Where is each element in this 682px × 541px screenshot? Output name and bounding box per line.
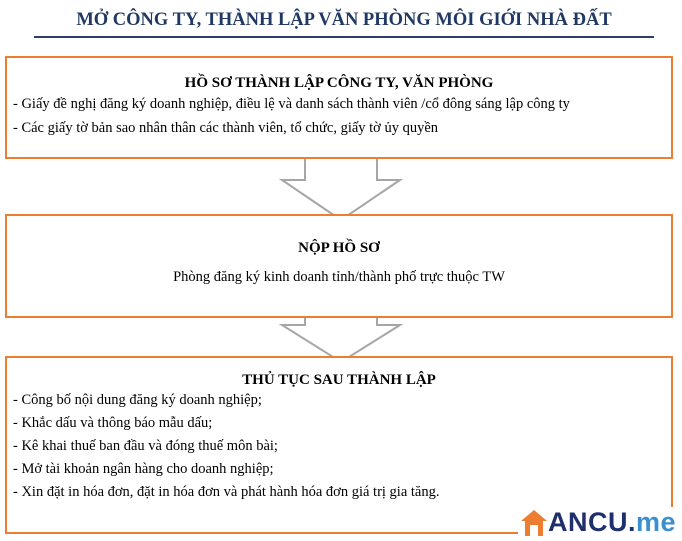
logo-tld: me <box>635 507 676 537</box>
step-line: - Các giấy tờ bản sao nhân thân các thành viên, tổ chức, giấy tờ ủy quyền <box>13 120 439 136</box>
diagram-title: MỞ CÔNG TY, THÀNH LẬP VĂN PHÒNG MÔI GIỚI NHÀ ĐẤT <box>76 10 612 30</box>
step-line: - Xin đặt in hóa đơn, đặt in hóa đơn và phát hành hóa đơn giá trị gia tăng. <box>13 484 440 500</box>
step-heading: THỦ TỤC SAU THÀNH LẬP <box>242 372 436 388</box>
logo-dot: . <box>627 507 636 537</box>
step-box-documents <box>5 56 673 159</box>
arrow-down-1 <box>282 150 400 220</box>
step-line: - Công bố nội dung đăng ký doanh nghiệp; <box>13 392 262 408</box>
step-line: - Mở tài khoản ngân hàng cho doanh nghiệp; <box>13 461 274 477</box>
step-line: - Khắc dấu và thông báo mẫu dấu; <box>13 415 213 431</box>
step-line: - Giấy đề nghị đăng ký doanh nghiệp, điều lệ và danh sách thành viên /cổ đông sáng lập công ty <box>13 96 570 112</box>
step-line: Phòng đăng ký kinh doanh tỉnh/thành phố trực thuộc TW <box>173 269 505 285</box>
step-heading: HỒ SƠ THÀNH LẬP CÔNG TY, VĂN PHÒNG <box>184 75 494 91</box>
logo-name: ANCU <box>547 507 628 537</box>
house-icon <box>520 508 548 538</box>
step-heading: NỘP HỒ SƠ <box>298 240 380 256</box>
ancu-logo <box>518 507 678 538</box>
step-box-submit <box>5 214 673 318</box>
logo-text <box>548 507 676 538</box>
step-line: - Kê khai thuế ban đầu và đóng thuế môn bài; <box>13 438 278 454</box>
